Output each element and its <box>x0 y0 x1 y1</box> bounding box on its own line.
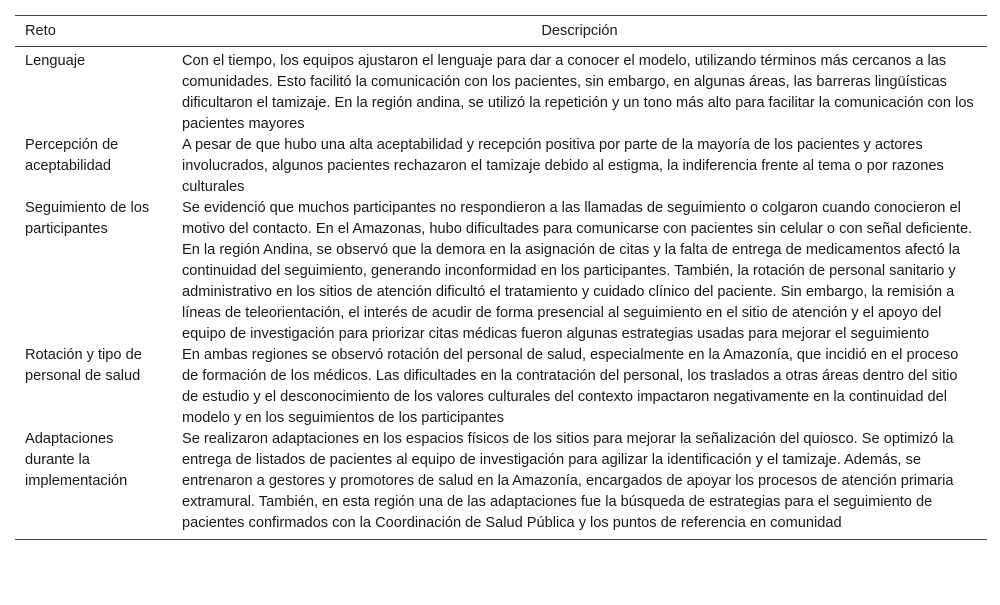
reto-label: Rotación y tipo de personal de salud <box>25 347 142 384</box>
reto-cell <box>15 345 172 429</box>
reto-cell <box>15 135 172 198</box>
descripcion-cell <box>172 345 987 429</box>
table-row <box>15 429 987 540</box>
table-row <box>15 345 987 429</box>
table-header <box>15 16 987 47</box>
reto-label: Lenguaje <box>25 53 86 69</box>
table-row <box>15 198 987 345</box>
table-body <box>15 47 987 540</box>
reto-label: Adaptaciones durante la implementación <box>25 431 128 489</box>
descripcion-cell <box>172 135 987 198</box>
descripcion-text: Con el tiempo, los equipos ajustaron el lenguaje para dar a conocer el modelo, utilizando términos más cercanos a las comunidades. Esto facilitó la comunicación con los pacientes, sin embargo, en algunas áreas, las barreras lingüísticas dificultaron el tamizaje. En la región andina, se utilizó la repetición y un tono más alto para facilitar la comunicación con los pacientes mayores <box>182 53 974 132</box>
reto-cell <box>15 47 172 136</box>
table-row <box>15 135 987 198</box>
descripcion-text: Se evidenció que muchos participantes no respondieron a las llamadas de seguimiento o colgaron cuando conocieron el motivo del contacto. En el Amazonas, hubo dificultades para comunicarse con pacientes sin celular o con señal deficiente. En la región Andina, se observó que la demora en la asignación de citas y la falta de entrega de medicamentos afectó la continuidad del seguimiento, generando inconformidad en los participantes. También, la rotación de personal sanitario y administrativo en los sitios de atención dificultó el tratamiento y cuidado clínico del paciente. Sin embargo, la remisión a líneas de teleorientación, el interés de acudir de forma presencial al seguimiento en el sitio de atención y el apoyo del equipo de investigación para priorizar citas médicas fueron algunas estrategias usadas para mejorar el seguimiento <box>182 200 973 342</box>
header-row <box>15 16 987 47</box>
descripcion-text: A pesar de que hubo una alta aceptabilidad y recepción positiva por parte de la mayoría de los pacientes y actores involucrados, algunos pacientes rechazaron el tamizaje debido al estigma, la indiferencia frente al tema o por razones culturales <box>182 137 944 195</box>
descripcion-cell <box>172 47 987 136</box>
reto-cell <box>15 429 172 540</box>
table-row <box>15 47 987 136</box>
reto-cell <box>15 198 172 345</box>
challenges-table-container <box>15 15 987 540</box>
descripcion-text: En ambas regiones se observó rotación del personal de salud, especialmente en la Amazonía, que incidió en el proceso de formación de los médicos. Las dificultades en la contratación del personal, los traslados a otras áreas dentro del sitio de estudio y el desconocimiento de los valores culturales del contexto impactaron negativamente en la continuidad del modelo y en los seguimientos de los participantes <box>182 347 959 426</box>
challenges-table <box>15 15 987 540</box>
descripcion-cell <box>172 198 987 345</box>
descripcion-cell <box>172 429 987 540</box>
reto-label: Seguimiento de los participantes <box>25 200 150 237</box>
reto-label: Percepción de aceptabilidad <box>25 137 119 174</box>
header-descripcion: Descripción <box>541 23 618 39</box>
descripcion-text: Se realizaron adaptaciones en los espacios físicos de los sitios para mejorar la señalización del quiosco. Se optimizó la entrega de listados de pacientes al equipo de investigación para agilizar la identificación y el tamizaje. Además, se entrenaron a gestores y promotores de salud en la Amazonía, encargados de apoyar los procesos de atención primaria extramural. También, en esta región una de las adaptaciones fue la búsqueda de estrategias para el seguimiento de pacientes confirmados con la Coordinación de Salud Pública y los puntos de referencia en comunidad <box>182 431 954 531</box>
header-reto: Reto <box>25 23 56 39</box>
